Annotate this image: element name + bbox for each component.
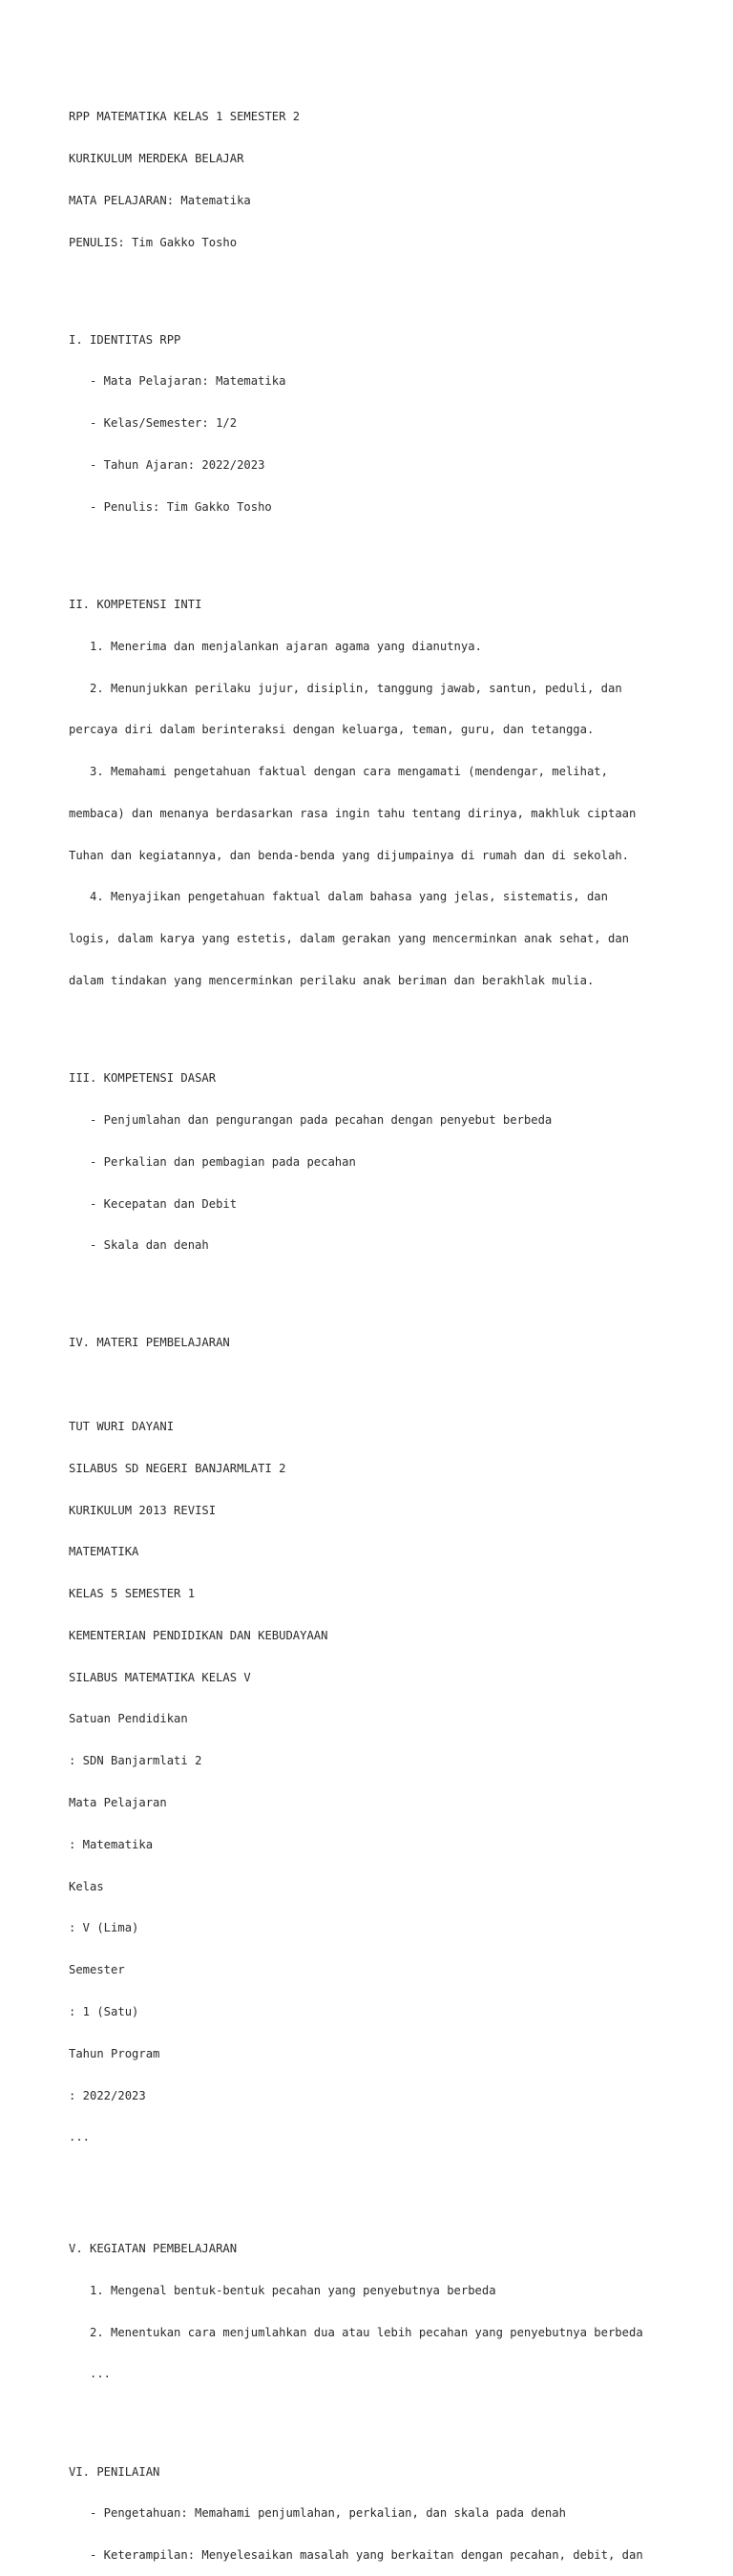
materi-line: MATEMATIKA — [69, 1545, 139, 1559]
subject-line: MATA PELAJARAN: Matematika — [69, 193, 251, 207]
materi-line: Tahun Program — [69, 2046, 160, 2060]
section-heading-materi: IV. MATERI PEMBELAJARAN — [69, 1336, 230, 1350]
paragraph-line: percaya diri dalam berinteraksi dengan keluarga, teman, guru, dan tetangga. — [69, 723, 595, 737]
list-item: - Penjumlahan dan pengurangan pada pecahan dengan penyebut berbeda — [90, 1112, 553, 1127]
document-body — [69, 82, 680, 2576]
list-item: ... — [90, 2367, 112, 2381]
list-item: 1. Mengenal bentuk-bentuk pecahan yang penyebutnya berbeda — [90, 2283, 496, 2297]
author-line: PENULIS: Tim Gakko Tosho — [69, 235, 238, 249]
section-heading-kegiatan: V. KEGIATAN PEMBELAJARAN — [69, 2242, 238, 2256]
section-heading-kompetensi-inti: II. KOMPETENSI INTI — [69, 597, 202, 611]
materi-line: TUT WURI DAYANI — [69, 1420, 175, 1433]
materi-line: : Matematika — [69, 1837, 154, 1851]
paragraph-line: 1. Menerima dan menjalankan ajaran agama yang dianutnya. — [69, 639, 482, 653]
materi-line: ... — [69, 2130, 91, 2144]
list-item: - Kelas/Semester: 1/2 — [90, 416, 238, 431]
materi-line: : SDN Banjarmlati 2 — [69, 1754, 202, 1768]
materi-line: : V (Lima) — [69, 1921, 139, 1935]
materi-line: Semester — [69, 1963, 125, 1977]
list-item: - Kecepatan dan Debit — [90, 1196, 238, 1211]
list-item: - Pengetahuan: Memahami penjumlahan, perkalian, dan skala pada denah — [90, 2506, 566, 2521]
list-item: - Perkalian dan pembagian pada pecahan — [90, 1154, 356, 1169]
paragraph-line: dalam tindakan yang mencerminkan perilaku anak beriman dan berakhlak mulia. — [69, 974, 595, 987]
paragraph-line: membaca) dan menanya berdasarkan rasa ingin tahu tentang dirinya, makhluk ciptaan — [69, 806, 637, 820]
list-item: - Skala dan denah — [90, 1238, 209, 1253]
materi-line: KURIKULUM 2013 REVISI — [69, 1503, 217, 1517]
paragraph-line: logis, dalam karya yang estetis, dalam gerakan yang mencerminkan anak sehat, dan — [69, 932, 629, 946]
paragraph-line: 3. Memahami pengetahuan faktual dengan cara mengamati (mendengar, melihat, — [69, 765, 608, 779]
materi-line: KELAS 5 SEMESTER 1 — [69, 1587, 196, 1601]
curriculum-line: KURIKULUM MERDEKA BELAJAR — [69, 151, 244, 165]
materi-line: SILABUS SD NEGERI BANJARMLATI 2 — [69, 1461, 286, 1475]
materi-line: KEMENTERIAN PENDIDIKAN DAN KEBUDAYAAN — [69, 1628, 328, 1642]
materi-line: Satuan Pendidikan — [69, 1712, 188, 1726]
section-heading-identitas: I. IDENTITAS RPP — [69, 332, 181, 347]
doc-title: RPP MATEMATIKA KELAS 1 SEMESTER 2 — [69, 110, 301, 124]
paragraph-line: 4. Menyajikan pengetahuan faktual dalam bahasa yang jelas, sistematis, dan — [69, 890, 608, 904]
list-item: - Mata Pelajaran: Matematika — [90, 374, 286, 389]
paragraph-line: Tuhan dan kegiatannya, dan benda-benda yang dijumpainya di rumah dan di sekolah. — [69, 848, 629, 862]
list-item: 2. Menentukan cara menjumlahkan dua atau lebih pecahan yang penyebutnya berbeda — [90, 2325, 643, 2339]
materi-line: : 2022/2023 — [69, 2088, 146, 2102]
materi-line: : 1 (Satu) — [69, 2004, 139, 2018]
section-heading-penilaian: VI. PENILAIAN — [69, 2464, 160, 2479]
section-heading-kompetensi-dasar: III. KOMPETENSI DASAR — [69, 1071, 217, 1086]
materi-line: SILABUS MATEMATIKA KELAS V — [69, 1670, 251, 1684]
list-item: - Keterampilan: Menyelesaikan masalah yang berkaitan dengan pecahan, debit, dan — [90, 2548, 643, 2563]
materi-line: Kelas — [69, 1879, 104, 1893]
materi-line: Mata Pelajaran — [69, 1796, 167, 1810]
list-item: - Tahun Ajaran: 2022/2023 — [90, 458, 265, 473]
paragraph-line: 2. Menunjukkan perilaku jujur, disiplin, tanggung jawab, santun, peduli, dan — [69, 681, 622, 695]
list-item: - Penulis: Tim Gakko Tosho — [90, 499, 272, 514]
